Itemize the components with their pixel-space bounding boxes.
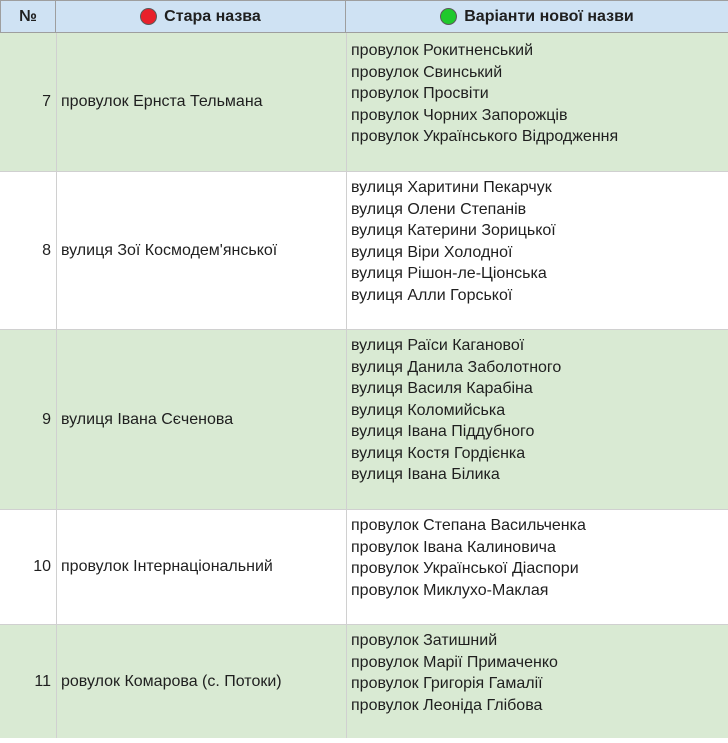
table-row bbox=[0, 625, 728, 738]
table-row bbox=[0, 510, 728, 624]
option-item: вулиця Харитини Пекарчук bbox=[351, 179, 552, 196]
option-item: провулок Українського Відродження bbox=[351, 128, 619, 145]
option-item: вулиця Олени Степанів bbox=[351, 200, 527, 218]
header-old-name-label: Стара назва bbox=[164, 7, 261, 25]
option-item: вулиця Івана Білика bbox=[351, 466, 500, 483]
old-street-name: вулиця Івана Сєченова bbox=[56, 330, 346, 509]
old-street-name: ровулок Комарова (с. Потоки) bbox=[56, 625, 346, 738]
option-item: вулиця Раїси Каганової bbox=[351, 337, 525, 354]
option-item: провулок Просвіти bbox=[351, 85, 489, 102]
header-new-name bbox=[346, 1, 728, 32]
row-divider bbox=[0, 509, 728, 510]
option-item: провулок Чорних Запорожців bbox=[351, 106, 568, 124]
option-item: провулок Марії Примаченко bbox=[351, 653, 558, 671]
new-name-options bbox=[346, 330, 728, 509]
old-street-name: провулок Інтернаціональний bbox=[56, 510, 346, 624]
option-item: вулиця Василя Карабіна bbox=[351, 380, 533, 397]
option-item: вулиця Віри Холодної bbox=[351, 243, 513, 261]
table-row bbox=[0, 330, 728, 509]
row-number: 10 bbox=[33, 558, 51, 575]
old-street-name: вулиця Зої Космодем'янської bbox=[56, 172, 346, 329]
row-number: 9 bbox=[42, 410, 51, 428]
option-item: провулок Степана Васильченка bbox=[351, 517, 586, 534]
new-name-options bbox=[346, 510, 728, 624]
option-item: провулок Свинський bbox=[351, 63, 503, 81]
row-number: 11 bbox=[34, 672, 51, 690]
option-item: вулиця Коломийська bbox=[351, 401, 506, 419]
row-divider bbox=[0, 171, 728, 172]
header-old-name bbox=[56, 1, 346, 32]
row-number: 8 bbox=[42, 241, 51, 259]
option-item: провулок Леоніда Глібова bbox=[351, 696, 543, 714]
option-item: провулок Григорія Гамалії bbox=[351, 675, 543, 692]
table-header bbox=[0, 0, 728, 33]
option-item: вулиця Рішон-ле-Ціонська bbox=[351, 265, 547, 282]
option-item: провулок Рокитненський bbox=[351, 42, 534, 59]
new-name-options bbox=[346, 625, 728, 738]
header-new-name-label: Варіанти нової назви bbox=[464, 7, 634, 25]
table-row bbox=[0, 172, 728, 329]
row-number: 7 bbox=[42, 93, 51, 110]
header-number: № bbox=[0, 1, 56, 32]
option-item: вулиця Івана Піддубного bbox=[351, 423, 535, 440]
row-divider bbox=[0, 624, 728, 625]
option-item: вулиця Данила Заболотного bbox=[351, 358, 562, 376]
option-item: провулок Миклухо-Маклая bbox=[351, 581, 549, 599]
option-item: провулок Української Діаспори bbox=[351, 560, 579, 577]
option-item: провулок Івана Калиновича bbox=[351, 538, 556, 556]
option-item: вулиця Катерини Зорицької bbox=[351, 222, 556, 239]
option-item: провулок Затишний bbox=[351, 632, 498, 649]
old-street-name: провулок Ернста Тельмана bbox=[56, 33, 346, 171]
table-row bbox=[0, 33, 728, 171]
green-circle-icon bbox=[440, 8, 457, 25]
option-item: вулиця Алли Горської bbox=[351, 286, 513, 304]
row-divider bbox=[0, 329, 728, 330]
red-circle-icon bbox=[140, 8, 157, 25]
option-item: вулиця Костя Гордієнка bbox=[351, 444, 526, 462]
new-name-options bbox=[346, 172, 728, 329]
new-name-options bbox=[346, 33, 728, 171]
